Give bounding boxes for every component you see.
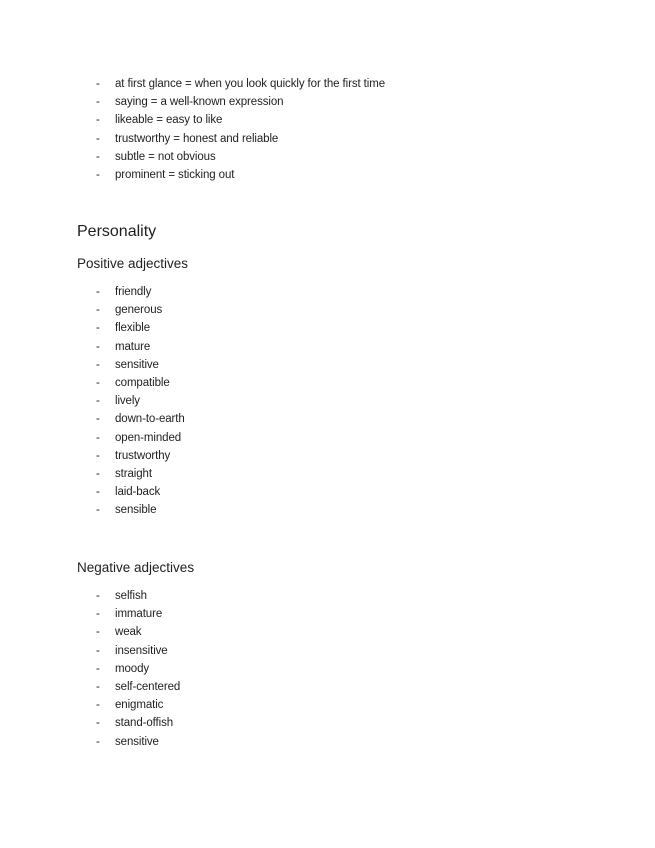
dash-bullet: - — [96, 735, 100, 748]
list-item-text: stand-offish — [115, 717, 174, 730]
list-item — [96, 483, 185, 501]
list-item-text: self-centered — [115, 680, 181, 693]
list-item — [96, 501, 185, 519]
dash-bullet: - — [96, 376, 100, 389]
list-item-text: flexible — [115, 322, 150, 335]
list-item — [96, 374, 185, 392]
dash-bullet: - — [96, 114, 100, 127]
list-item — [96, 447, 185, 465]
list-item — [96, 111, 385, 129]
dash-bullet: - — [96, 717, 100, 730]
list-item-text: generous — [115, 304, 163, 317]
list-item-text: compatible — [115, 376, 170, 389]
list-item-text: weak — [115, 626, 142, 639]
list-item-text: at first glance = when you look quickly for the first time — [115, 78, 386, 90]
dash-bullet: - — [96, 96, 100, 109]
dash-bullet: - — [96, 626, 100, 639]
dash-bullet: - — [96, 680, 100, 693]
dash-bullet: - — [96, 590, 100, 602]
dash-bullet: - — [96, 286, 100, 298]
dash-bullet: - — [96, 395, 100, 408]
list-item — [96, 392, 185, 410]
list-item-text: sensible — [115, 504, 157, 517]
list-item — [96, 283, 185, 301]
list-item-text: moody — [115, 662, 150, 675]
list-item — [96, 356, 185, 374]
positive-adjectives-list — [96, 283, 185, 519]
list-item-text: sensitive — [115, 358, 159, 371]
list-item-text: down-to-earth — [115, 413, 185, 426]
list-item — [96, 130, 385, 148]
personality-heading: Personality — [77, 223, 157, 240]
list-item-text: lively — [115, 395, 140, 408]
list-item-text: saying = a well-known expression — [115, 96, 284, 109]
list-item-text: friendly — [115, 286, 152, 298]
positive-adjectives-heading: Positive adjectives — [77, 256, 189, 271]
list-item-text: subtle = not obvious — [115, 150, 216, 163]
dash-bullet: - — [96, 78, 100, 90]
list-item — [96, 714, 180, 732]
dash-bullet: - — [96, 699, 100, 712]
list-item — [96, 93, 385, 111]
list-item — [96, 623, 180, 641]
list-item-text: enigmatic — [115, 699, 164, 712]
dash-bullet: - — [96, 467, 100, 480]
dash-bullet: - — [96, 132, 100, 145]
dash-bullet: - — [96, 322, 100, 335]
list-item-text: likeable = easy to like — [115, 114, 223, 127]
list-item — [96, 75, 385, 93]
list-item — [96, 166, 385, 184]
dash-bullet: - — [96, 486, 100, 499]
list-item — [96, 696, 180, 714]
list-item — [96, 605, 180, 623]
list-item-text: trustworthy — [115, 449, 171, 462]
list-item-text: trustworthy = honest and reliable — [115, 132, 279, 145]
dash-bullet: - — [96, 304, 100, 317]
dash-bullet: - — [96, 413, 100, 426]
list-item — [96, 338, 185, 356]
dash-bullet: - — [96, 168, 100, 181]
list-item — [96, 733, 180, 751]
list-item — [96, 410, 185, 428]
list-item-text: insensitive — [115, 644, 168, 657]
dash-bullet: - — [96, 608, 100, 621]
dash-bullet: - — [96, 504, 100, 517]
list-item — [96, 678, 180, 696]
dash-bullet: - — [96, 340, 100, 353]
dash-bullet: - — [96, 644, 100, 657]
negative-adjectives-heading: Negative adjectives — [77, 560, 195, 575]
dash-bullet: - — [96, 431, 100, 444]
list-item — [96, 301, 185, 319]
list-item-text: laid-back — [115, 486, 161, 499]
list-item — [96, 148, 385, 166]
list-item — [96, 429, 185, 447]
list-item-text: prominent = sticking out — [115, 168, 235, 181]
dash-bullet: - — [96, 358, 100, 371]
list-item-text: immature — [115, 608, 163, 621]
list-item-text: mature — [115, 340, 151, 353]
list-item-text: sensitive — [115, 735, 159, 748]
dash-bullet: - — [96, 662, 100, 675]
list-item-text: open-minded — [115, 431, 182, 444]
list-item — [96, 319, 185, 337]
list-item — [96, 642, 180, 660]
list-item — [96, 587, 180, 605]
list-item-text: straight — [115, 467, 152, 480]
dash-bullet: - — [96, 150, 100, 163]
list-item — [96, 465, 185, 483]
list-item — [96, 660, 180, 678]
negative-adjectives-list — [96, 587, 180, 751]
dash-bullet: - — [96, 449, 100, 462]
vocabulary-list — [96, 75, 385, 184]
list-item-text: selfish — [115, 590, 147, 602]
